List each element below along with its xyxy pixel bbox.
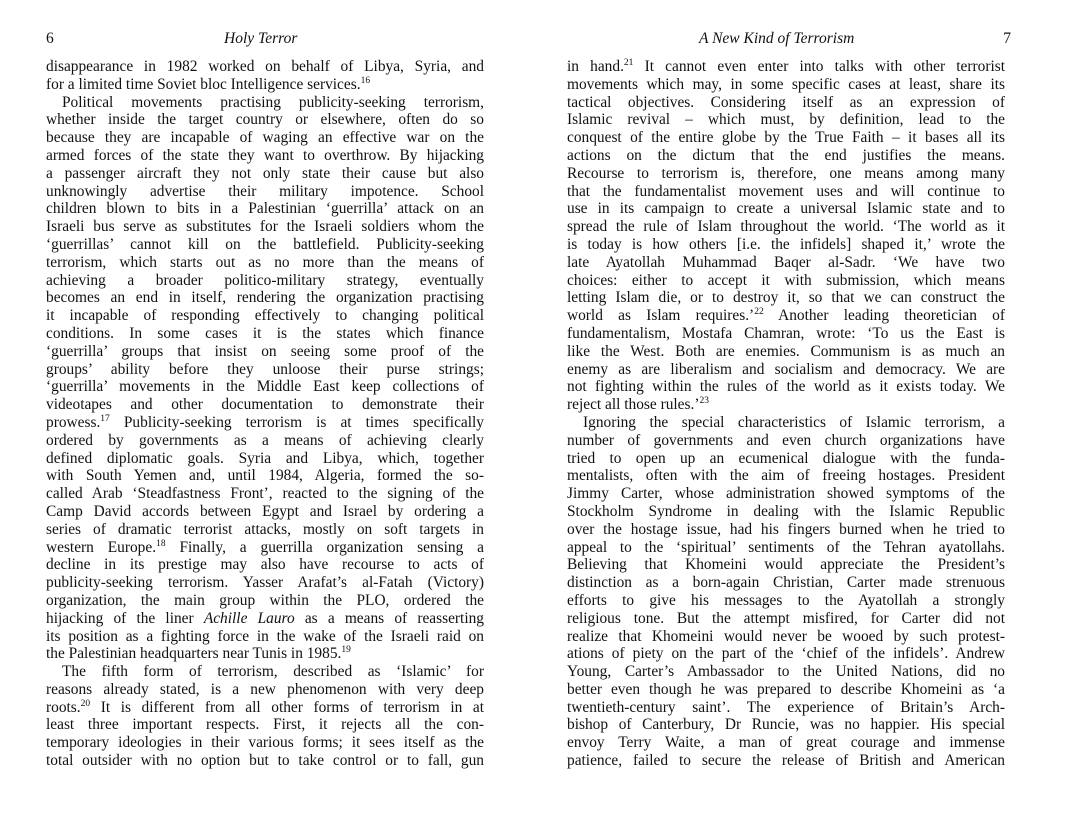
text-line (567, 628, 1005, 646)
text-line (567, 272, 1005, 290)
text-line (567, 592, 1005, 610)
text-line-content: tactical objectives. Considering itself as an expression of (567, 93, 1005, 111)
text-line (46, 734, 484, 752)
text-line (567, 200, 1005, 218)
text-line-content: conditions. In some cases it is the states which finance (46, 324, 484, 342)
footnote-ref: 17 (100, 413, 110, 424)
text-line-content: actions on the dictum that the end justifies the means. (567, 146, 1005, 164)
text-line-content: Ignoring the special characteristics of Islamic terrorism, a (583, 413, 1005, 431)
text-line-content: hijacking of the liner (46, 609, 204, 627)
text-line (567, 378, 1005, 396)
text-line (567, 165, 1005, 183)
text-line-content: choices: either to accept it with submission, which means (567, 271, 1005, 289)
text-line (567, 58, 1005, 76)
text-line (46, 539, 484, 557)
right-page-body (567, 58, 1005, 770)
text-line (567, 716, 1005, 734)
text-line (567, 111, 1005, 129)
text-line (567, 734, 1005, 752)
text-line-content: appeal to the ‘spiritual’ sentiments of the Tehran ayatollahs. (567, 538, 1005, 556)
text-line-content: spread the rule of Islam throughout the world. ‘The world as it (567, 218, 1005, 236)
text-line-content: Israeli bus serve as substitutes for the Israeli soldiers whom the (46, 218, 484, 236)
text-line (567, 325, 1005, 343)
text-line (46, 432, 484, 450)
text-line-content: world as Islam requires.’ (567, 307, 755, 325)
text-line (567, 450, 1005, 468)
text-line-content: decline in its prestige may also have recourse to acts of (46, 556, 484, 574)
text-line-content: realize that Khomeini would never be wooed by such protest- (567, 627, 1005, 645)
text-line-content: prowess. (46, 413, 101, 431)
text-line (46, 111, 484, 129)
text-line-content: roots. (46, 698, 81, 716)
text-line-content: Political movements practising publicity-seeking terrorism, (62, 93, 484, 111)
text-line-content: disappearance in 1982 worked on behalf of Libya, Syria, and (46, 58, 484, 75)
text-line-content: mentalists, often with the aim of freeing hostages. President (567, 467, 1005, 485)
text-line-content: least three important respects. First, it rejects all the con- (46, 716, 484, 734)
text-line (567, 503, 1005, 521)
text-line-content: patience, failed to secure the release of British and American (567, 752, 1005, 770)
text-line-content: better even though he was prepared to describe Khomeini as ‘a (567, 680, 1005, 698)
text-line-content: Believing that Khomeini would appreciate the President’s (567, 556, 1005, 574)
text-line (46, 307, 484, 325)
text-line-content: because they are incapable of waging an effective war on the (46, 129, 484, 147)
text-line (567, 396, 1005, 414)
text-line (46, 752, 484, 770)
text-line-content: publicity-seeking terrorism. Yasser Arafat’s al-Fatah (Victory) (46, 574, 484, 592)
text-line (567, 467, 1005, 485)
text-line (567, 254, 1005, 272)
text-line-content: letting Islam die, or to destroy it, so that we can construct the (567, 289, 1005, 307)
text-line-content: ‘guerrillas’ cannot kill on the battlefield. Publicity-seeking (46, 235, 484, 253)
text-line-continuation: It cannot even enter into talks with other terrorist (633, 58, 1005, 75)
text-line (46, 592, 484, 610)
text-line (46, 681, 484, 699)
footnote-ref: 20 (80, 698, 91, 709)
text-line (567, 289, 1005, 307)
text-line (46, 254, 484, 272)
text-line (567, 610, 1005, 628)
text-line-content: ations of piety on the part of the ‘chief of the infidels’. Andrew (567, 645, 1005, 663)
text-line-content: enemy as are liberalism and socialism and democracy. We are (567, 360, 1005, 378)
text-line-content: groups’ ability before they unloose their purse strings; (46, 360, 484, 378)
text-line (46, 485, 484, 503)
text-line (46, 556, 484, 574)
text-line (46, 76, 484, 94)
text-line (567, 343, 1005, 361)
text-line (567, 183, 1005, 201)
text-line (567, 752, 1005, 770)
text-line-content: conquest of the entire globe by the True Faith – it bases all its (567, 129, 1005, 147)
text-line-content: twentieth-century saint’. The experience of Britain’s Arch- (567, 698, 1005, 716)
text-line-continuation: Finally, a guerrilla organization sensing a (165, 538, 484, 556)
text-line-content: Young, Carter’s Ambassador to the United Nations, did no (567, 663, 1005, 681)
text-line-continuation: Another leading theoretician of (763, 307, 1005, 325)
right-page (567, 30, 1011, 770)
footnote-ref: 19 (341, 645, 351, 656)
footnote-ref: 23 (699, 396, 709, 407)
text-line-content: it incapable of responding effectively to changing political (46, 307, 484, 325)
text-line (46, 645, 484, 663)
footnote-ref: 16 (360, 75, 371, 86)
footnote-ref: 21 (623, 58, 634, 68)
text-line-content: becomes an end in itself, rendering the organization practising (46, 289, 484, 307)
text-line (46, 58, 484, 76)
text-line-content: with South Yemen and, until 1984, Algeria, formed the so- (46, 467, 484, 485)
text-line (567, 432, 1005, 450)
text-line (46, 610, 484, 628)
text-line (46, 521, 484, 539)
text-line-content: reasons already stated, is a new phenomenon with very deep (46, 680, 484, 698)
text-line-content: that the fundamentalist movement uses and will continue to (567, 182, 1005, 200)
text-line-content: tried to open up an ecumenical dialogue with the funda- (567, 449, 1005, 467)
running-head: A New Kind of Terrorism (699, 30, 855, 47)
text-line-content: Stockholm Syndrome in dealing with the Islamic Republic (567, 502, 1005, 520)
text-line-content: defined diplomatic goals. Syria and Libya, which, together (46, 449, 484, 467)
left-page-header (46, 30, 484, 58)
text-line-content: over the hostage issue, had his fingers burned when he tried to (567, 520, 1005, 538)
text-line-content: ‘guerrilla’ groups that insist on seeing some proof of the (46, 342, 484, 360)
text-line (46, 236, 484, 254)
text-line-continuation: Publicity-seeking terrorism is at times specifically (109, 413, 484, 431)
text-line-content: ordered by governments as a means of achieving clearly (46, 431, 484, 449)
text-line-continuation: It is different from all other forms of terrorism in at (90, 698, 484, 716)
text-line (567, 361, 1005, 379)
running-head: Holy Terror (224, 30, 298, 47)
text-line (567, 76, 1005, 94)
text-line (46, 467, 484, 485)
text-line (567, 218, 1005, 236)
text-line-content: late Ayatollah Muhammad Baqer al-Sadr. ‘We have two (567, 253, 1005, 271)
text-line-content: Camp David accords between Egypt and Israel by ordering a (46, 502, 484, 520)
text-line (46, 183, 484, 201)
text-line (567, 663, 1005, 681)
text-line (46, 378, 484, 396)
text-line (567, 94, 1005, 112)
text-line-content: not fighting within the rules of the world as it exists today. We (567, 378, 1005, 396)
text-line-content: reject all those rules.’ (567, 396, 700, 414)
text-line (46, 289, 484, 307)
text-line-content: achieving a broader politico-military strategy, eventually (46, 271, 484, 289)
right-page-header (567, 30, 1011, 58)
text-line-content: children blown to bits in a Palestinian ‘guerrilla’ attack on an (46, 200, 484, 218)
text-line (46, 574, 484, 592)
text-line-content: for a limited time Soviet bloc Intelligence services. (46, 75, 361, 93)
text-line-content: Recourse to terrorism is, therefore, one means among many (567, 164, 1005, 182)
text-line (567, 485, 1005, 503)
text-line (46, 716, 484, 734)
text-line (46, 200, 484, 218)
text-line-content: whether inside the target country or elsewhere, often do so (46, 111, 484, 129)
text-line-content: The fifth form of terrorism, described as ‘Islamic’ for (62, 663, 484, 681)
text-line (567, 645, 1005, 663)
footnote-ref: 22 (754, 307, 764, 318)
text-line (46, 414, 484, 432)
text-line (46, 628, 484, 646)
text-line (46, 396, 484, 414)
text-line-content: total outsider with no option but to take control or to fall, gun (46, 752, 484, 770)
text-line (567, 236, 1005, 254)
text-line (46, 325, 484, 343)
text-line (46, 165, 484, 183)
text-line-content: terrorism, which starts out as no more than the means of (46, 253, 484, 271)
text-line (46, 699, 484, 717)
text-line-content: efforts to give his messages to the Ayatollah a strongly (567, 591, 1005, 609)
text-line (46, 147, 484, 165)
text-line (567, 307, 1005, 325)
text-line-content: number of governments and even church organizations have (567, 431, 1005, 449)
text-line (567, 414, 1005, 432)
text-line-content: in hand. (567, 58, 624, 75)
text-line-content: Islamic revival – which must, by definition, lead to the (567, 111, 1005, 129)
text-line-content: called Arab ‘Steadfastness Front’, reacted to the signing of the (46, 485, 484, 503)
text-line (567, 539, 1005, 557)
text-line-content: like the West. Both are enemies. Communism is as much an (567, 342, 1005, 360)
text-line-content: temporary ideologies in their various forms; it sees itself as the (46, 734, 484, 752)
text-line (567, 129, 1005, 147)
text-line-content: its position as a fighting force in the wake of the Israeli raid on (46, 627, 484, 645)
text-line (46, 94, 484, 112)
text-line-content: is today is how others [i.e. the infidels] shaped it,’ wrote the (567, 235, 1005, 253)
footnote-ref: 18 (156, 538, 166, 549)
text-line (567, 699, 1005, 717)
text-line-continuation: as a means of reasserting (294, 609, 484, 627)
text-line (46, 361, 484, 379)
text-line (46, 129, 484, 147)
text-line-content: fundamentalism, Mostafa Chamran, wrote: ‘To us the East is (567, 324, 1005, 342)
text-line-content: distinction as a born-again Christian, Carter made strenuous (567, 574, 1005, 592)
text-line (567, 681, 1005, 699)
italic-title: Achille Lauro (203, 609, 295, 627)
page-number: 6 (46, 30, 54, 47)
left-page-body (46, 58, 484, 770)
text-line-content: organization, the main group within the PLO, ordered the (46, 591, 484, 609)
text-line (46, 218, 484, 236)
text-line (46, 503, 484, 521)
text-line-content: western Europe. (46, 538, 157, 556)
text-line (46, 663, 484, 681)
text-line (567, 521, 1005, 539)
text-line-content: ‘guerrilla’ movements in the Middle East keep collections of (46, 378, 484, 396)
text-line-content: unknowingly advertise their military impotence. School (46, 182, 484, 200)
page-number: 7 (1003, 30, 1011, 47)
text-line-content: Jimmy Carter, whose administration showed symptoms of the (567, 485, 1005, 503)
text-line-content: movements which may, in some specific cases at least, share its (567, 75, 1005, 93)
text-line (567, 147, 1005, 165)
text-line-content: videotapes and other documentation to demonstrate their (46, 396, 484, 414)
text-line-content: envoy Terry Waite, a man of great courage and immense (567, 734, 1005, 752)
text-line (46, 450, 484, 468)
text-line-content: series of dramatic terrorist attacks, mostly on soft targets in (46, 520, 484, 538)
text-line-content: use in its campaign to create a universal Islamic state and to (567, 200, 1005, 218)
text-line-content: bishop of Canterbury, Dr Runcie, was no happier. His special (567, 716, 1005, 734)
text-line (567, 556, 1005, 574)
text-line-content: the Palestinian headquarters near Tunis in 1985. (46, 645, 342, 663)
text-line-content: a passenger aircraft they not only state their cause but also (46, 164, 484, 182)
text-line-content: religious tone. But the attempt misfired, for Carter did not (567, 609, 1005, 627)
text-line-content: armed forces of the state they want to overthrow. By hijacking (46, 146, 484, 164)
text-line (46, 272, 484, 290)
left-page (46, 30, 484, 770)
text-line (567, 574, 1005, 592)
text-line (46, 343, 484, 361)
